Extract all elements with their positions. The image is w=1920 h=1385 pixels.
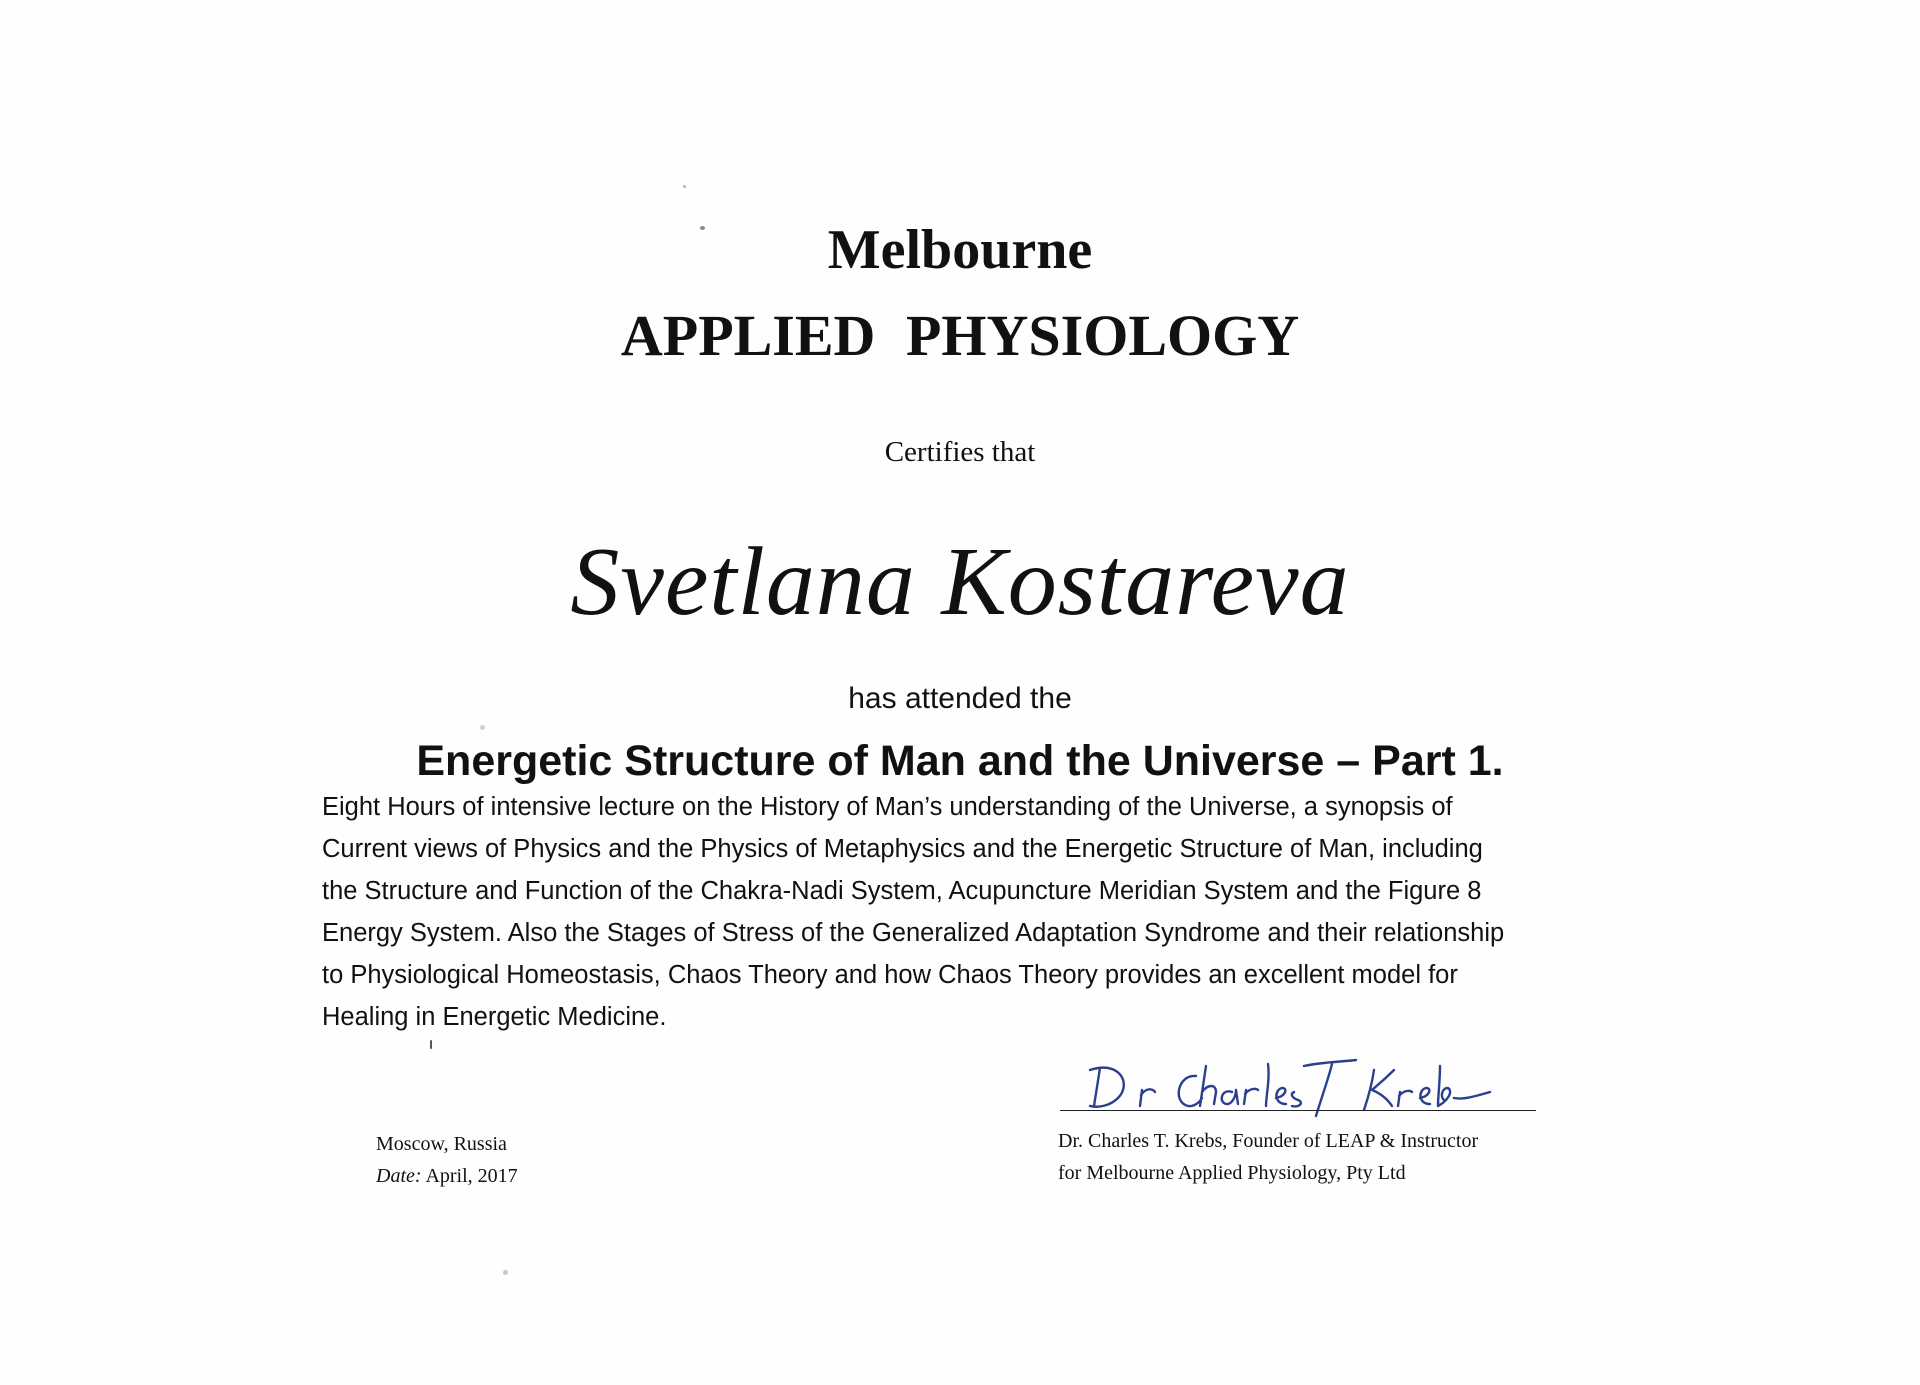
scan-speck <box>683 185 686 188</box>
signer-organization: for Melbourne Applied Physiology, Pty Ltd <box>1058 1162 1406 1184</box>
course-description <box>322 786 1642 1038</box>
handwritten-signature <box>1060 1040 1540 1120</box>
description-line: Current views of Physics and the Physics of Metaphysics and the Energetic Structure of Man, including <box>322 835 1483 863</box>
course-title: Energetic Structure of Man and the Universe – Part 1. <box>416 737 1504 785</box>
organization-name-line2: APPLIED PHYSIOLOGY <box>620 303 1300 368</box>
date-label: Date: <box>376 1165 422 1187</box>
description-line: Healing in Energetic Medicine. <box>322 1003 667 1031</box>
organization-name-line1: Melbourne <box>827 219 1093 281</box>
signer-block <box>1058 1125 1478 1189</box>
date-row <box>376 1160 518 1192</box>
signature-line <box>1060 1110 1536 1111</box>
scan-speck <box>430 1040 432 1049</box>
description-line: to Physiological Homeostasis, Chaos Theory and how Chaos Theory provides an excellent model for <box>322 961 1458 989</box>
scan-speck <box>503 1270 508 1275</box>
description-line: Eight Hours of intensive lecture on the History of Man’s understanding of the Universe, a synopsis of <box>322 793 1453 821</box>
attended-text: has attended the <box>848 682 1072 715</box>
location-text: Moscow, Russia <box>376 1133 507 1155</box>
date-value: April, 2017 <box>425 1165 518 1187</box>
location-date-block <box>376 1128 518 1192</box>
description-line: the Structure and Function of the Chakra-Nadi System, Acupuncture Meridian System and the Figure 8 <box>322 877 1482 905</box>
recipient-name: Svetlana Kostareva <box>570 528 1350 636</box>
description-line: Energy System. Also the Stages of Stress of the Generalized Adaptation Syndrome and their relationship <box>322 919 1505 947</box>
certifies-text: Certifies that <box>884 436 1036 468</box>
signer-name-title: Dr. Charles T. Krebs, Founder of LEAP & Instructor <box>1058 1130 1479 1152</box>
scan-speck <box>480 725 485 730</box>
